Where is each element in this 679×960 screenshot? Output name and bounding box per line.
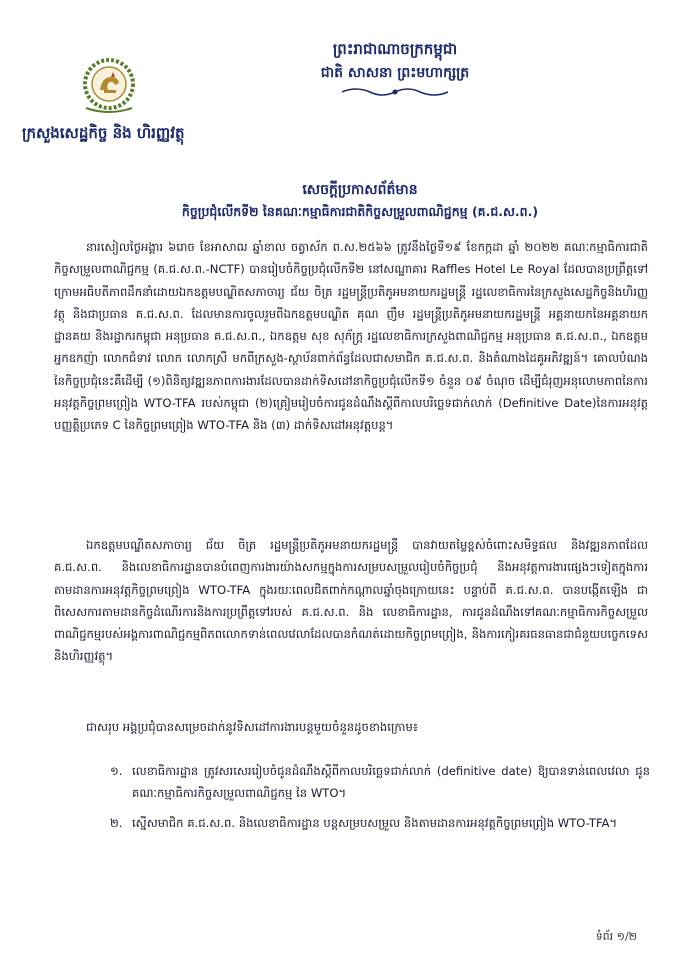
document-title: សេចក្ដីប្រកាសព័ត៌មាន bbox=[302, 182, 418, 198]
paragraph-evaluation: ឯកឧត្តមបណ្ឌិតសភាចារ្យ ជ័យ ចិត្រ រដ្ឋមន្ត្រីប្រតិភូអមនាយករដ្ឋមន្ត្រី បានវាយតម្លៃខ្ពស់ចំពោះសមិទ្ធផល និងវឌ្ឍនភាពដែល គ.ជ.ស.ព. និងលេខាធិការដ្ឋានបានបំពេញការងារយ៉ាងសកម្មក្នុងការសម្របសម្រួលរៀបចំកិច្ចប្រជុំ និងអនុវត្តការងារផ្សេងៗទៀតក្នុងការតាមដានការអនុវត្តកិច្ចព្រមព្រៀង WTO-TFA ក្នុងរយៈពេលជិតពាក់កណ្ដាលឆ្នាំចុងក្រោយនេះ បន្ទាប់ពី គ.ជ.ស.ព. បានបង្កើតឡើង ជាពិសេសការតាមដានកិច្ចដំណើរការនិងការប្រព្រឹត្តទៅរបស់ គ.ជ.ស.ព. និង លេខាធិការដ្ឋាន, ការជូនដំណឹងទៅគណៈកម្មាធិការកិច្ចសម្រួលពាណិជ្ជកម្មរបស់អង្គការពាណិជ្ជកម្មពិភពលោកទាន់ពេលវេលាដែលបានកំណត់ដោយកិច្ចព្រមព្រៀង, និងការកៀរគរធនធានជាជំនួយបច្ចេកទេស និងហិរញ្ញវត្ថុ។ bbox=[54, 538, 648, 664]
list-item-text: ស្នើសមាជិក គ.ជ.ស.ព. និងលេខាធិការដ្ឋាន បន្តសម្របសម្រួល និងតាមដានការអនុវត្តកិច្ចព្រមព្រៀង WTO-TFA។ bbox=[132, 816, 618, 830]
decorative-divider-icon bbox=[342, 86, 448, 98]
paragraph-meeting-details: នារសៀលថ្ងៃអង្គារ ៦រោច ខែអាសាឍ ឆ្នាំខាល ចត្វាស័ក ព.ស.២៥៦៦ ត្រូវនឹងថ្ងៃទី១៩ ខែកក្កដា ឆ្នាំ ២០២២ គណៈកម្មាធិការជាតិកិច្ចសម្រួលពាណិជ្ជកម្ម (គ.ជ.ស.ព.-NCTF) បានរៀបចំកិច្ចប្រជុំលើកទី២ នៅសណ្ឋាគារ Raffles Hotel Le Royal ដែលបានប្រព្រឹត្តទៅក្រោមអធិបតីភាពដឹកនាំដោយឯកឧត្តមបណ្ឌិតសភាចារ្យ ជ័យ ចិត្រ រដ្ឋមន្ត្រីប្រតិភូអមនាយករដ្ឋមន្ត្រី រដ្ឋលេខាធិការនៃក្រសួងសេដ្ឋកិច្ចនិងហិរញ្ញវត្ថុ និងជាប្រធាន គ.ជ.ស.ព. ដែលមានការចូលរួមពីឯកឧត្តមបណ្ឌិត គុណ ញឹម រដ្ឋមន្ត្រីប្រតិភូអមនាយករដ្ឋមន្ត្រី អគ្គនាយកនៃអគ្គនាយកដ្ឋានគយ និងរដ្ឋាករកម្ពុជា អនុប្រធាន គ.ជ.ស.ព., ឯកឧត្តម សុខ សុភ័ក្ត្រ រដ្ឋលេខាធិការក្រសួងពាណិជ្ជកម្ម អនុប្រធាន គ.ជ.ស.ព., ឯកឧត្តម អ្នកឧកញ៉ា លោកជំទាវ លោក លោកស្រី មកពីក្រសួង-ស្ថាប័នពាក់ព័ន្ធដែលជាសមាជិក គ.ជ.ស.ព. និងតំណាងដៃគូអភិវឌ្ឍន៍។ គោលបំណងនៃកិច្ចប្រជុំនេះគឺដើម្បី (១)ពិនិត្យវឌ្ឍនភាពការងារដែលបានដាក់ទិសដៅនាកិច្ចប្រជុំលើកទី១ ចំនួន ០៩ ចំណុច ដើម្បីជំរុញអនុលោមភាពនៃការអនុវត្តកិច្ចព្រមព្រៀង WTO-TFA របស់កម្ពុជា (២)ត្រៀមរៀបចំការជូនដំណឹងស្ដីពីកាលបរិច្ឆេទជាក់លាក់ (Definitive Date)នៃការអនុវត្តបញ្ញត្តិប្រភេទ C នៃកិច្ចព្រមព្រៀង WTO-TFA និង (៣) ដាក់ទិសដៅអនុវត្តបន្ត។ bbox=[54, 240, 648, 433]
list-item bbox=[110, 760, 650, 804]
list-item-number: ១. bbox=[110, 764, 123, 778]
list-item-text: លេខាធិការដ្ឋាន ត្រូវសរសេររៀបចំជូនដំណឹងស្ដីពីកាលបរិច្ឆេទជាក់លាក់ (definitive date) ឱ្យបានទាន់ពេលវេលា ជូនគណៈកម្មាធិការកិច្ចសម្រួលពាណិជ្ជកម្ម នៃ WTO។ bbox=[132, 764, 650, 800]
paragraph-summary: ជាសរុប អង្គប្រជុំបានសម្រេចដាក់នូវទិសដៅការងារបន្តមួយចំនួនដូចខាងក្រោម៖ bbox=[86, 720, 418, 734]
ministry-emblem-icon bbox=[66, 50, 152, 122]
ministry-name: ក្រសួងសេដ្ឋកិច្ច និង ហិរញ្ញវត្ថុ bbox=[22, 124, 185, 142]
national-motto: ជាតិ សាសនា ព្រះមហាក្សត្រ bbox=[320, 65, 470, 81]
document-subtitle: កិច្ចប្រជុំលើកទី២ នៃគណៈកម្មាធិការជាតិកិច្ចសម្រួលពាណិជ្ជកម្ម (គ.ជ.ស.ព.) bbox=[181, 204, 539, 219]
list-item bbox=[110, 812, 650, 834]
list-item-number: ២. bbox=[110, 816, 123, 830]
kingdom-heading: ព្រះរាជាណាចក្រកម្ពុជា bbox=[332, 40, 458, 58]
page-number: ទំព័រ ១/២ bbox=[595, 930, 637, 943]
